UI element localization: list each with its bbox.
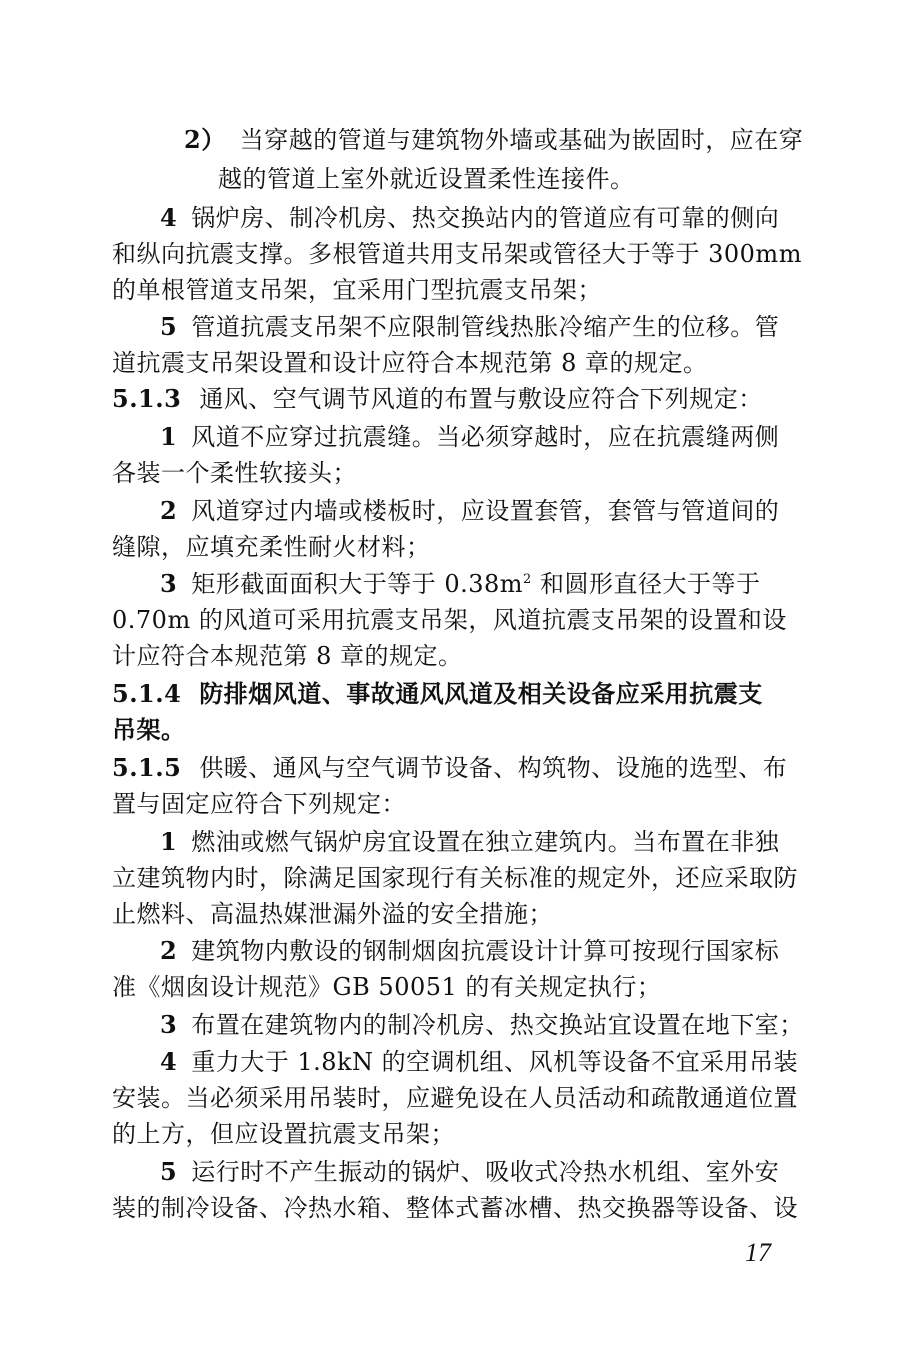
line-text: 吊架。 — [112, 715, 186, 744]
line-text: 计应符合本规范第 8 章的规定。 — [112, 642, 463, 670]
text-line — [112, 713, 186, 747]
line-text: 防排烟风道、事故通风风道及相关设备应采用抗震支 — [199, 679, 763, 708]
text-line — [218, 162, 635, 196]
line-text: 矩形截面面积大于等于 0.38m — [191, 570, 524, 598]
text-line — [112, 1117, 455, 1151]
item-number: 3 — [160, 569, 178, 598]
text-line — [112, 346, 708, 380]
text-line — [112, 639, 463, 673]
text-line — [112, 530, 431, 564]
text-line — [112, 897, 553, 931]
line-text: 锅炉房、制冷机房、热交换站内的管道应有可靠的侧向 — [191, 204, 780, 232]
line-text: 缝隙，应填充柔性耐火材料； — [112, 533, 431, 561]
superscript: 2 — [523, 572, 532, 587]
item-number: 2） — [184, 125, 226, 154]
clause-number: 5.1.3 — [112, 384, 182, 413]
item-number: 5 — [160, 312, 178, 341]
text-line — [112, 1191, 798, 1225]
line-text: 当穿越的管道与建筑物外墙或基础为嵌固时，应在穿 — [239, 126, 804, 154]
page-number: 17 — [745, 1238, 771, 1267]
line-text: 管道抗震支吊架不应限制管线热胀冷缩产生的位移。管 — [191, 313, 780, 341]
line-text: 道抗震支吊架设置和设计应符合本规范第 8 章的规定。 — [112, 349, 708, 377]
text-line — [112, 787, 406, 821]
line-text: 建筑物内敷设的钢制烟囱抗震设计计算可按现行国家标 — [191, 937, 780, 965]
list-item-2 — [160, 934, 779, 968]
list-item-2-paren — [184, 123, 803, 157]
item-number: 2 — [160, 496, 178, 525]
clause-number: 5.1.5 — [112, 753, 182, 782]
line-text: 立建筑物内时，除满足国家现行有关标准的规定外，还应采取防 — [112, 864, 798, 892]
line-text: 安装。当必须采用吊装时，应避免设在人员活动和疏散通道位置 — [112, 1084, 798, 1112]
line-text: 通风、空气调节风道的布置与敷设应符合下列规定： — [199, 385, 763, 413]
list-item-3 — [160, 1008, 804, 1042]
line-text: 和圆形直径大于等于 — [531, 570, 761, 598]
line-text: 越的管道上室外就近设置柔性连接件。 — [218, 165, 635, 193]
line-text: 止燃料、高温热媒泄漏外溢的安全措施； — [112, 900, 553, 928]
list-item-2 — [160, 494, 779, 528]
text-line — [112, 273, 602, 307]
line-text: 的上方，但应设置抗震支吊架； — [112, 1120, 455, 1148]
line-text: 供暖、通风与空气调节设备、构筑物、设施的选型、布 — [199, 754, 788, 782]
text-line — [112, 603, 787, 637]
line-text: 布置在建筑物内的制冷机房、热交换站宜设置在地下室； — [191, 1011, 804, 1039]
text-line — [112, 970, 661, 1004]
line-text: 0.70m 的风道可采用抗震支吊架，风道抗震支吊架的设置和设 — [112, 606, 787, 634]
clause-5-1-3 — [112, 382, 763, 416]
line-text: 各装一个柔性软接头； — [112, 459, 357, 487]
list-item-1 — [160, 825, 779, 859]
clause-5-1-4 — [112, 677, 763, 711]
item-number: 3 — [160, 1010, 178, 1039]
list-item-5 — [160, 1155, 779, 1189]
line-text: 和纵向抗震支撑。多根管道共用支吊架或管径大于等于 300mm — [112, 240, 802, 268]
clause-5-1-5 — [112, 751, 787, 785]
line-text: 置与固定应符合下列规定： — [112, 790, 406, 818]
line-text: 的单根管道支吊架，宜采用门型抗震支吊架； — [112, 276, 602, 304]
line-text: 重力大于 1.8kN 的空调机组、风机等设备不宜采用吊装 — [191, 1048, 799, 1076]
item-number: 5 — [160, 1157, 178, 1186]
line-text: 装的制冷设备、冷热水箱、整体式蓄冰槽、热交换器等设备、设 — [112, 1194, 798, 1222]
line-text: 运行时不产生振动的锅炉、吸收式冷热水机组、室外安 — [191, 1158, 780, 1186]
text-line — [112, 1081, 798, 1115]
list-item-4 — [160, 1045, 798, 1079]
list-item-5 — [160, 310, 779, 344]
item-number: 4 — [160, 1047, 178, 1076]
item-number: 1 — [160, 422, 178, 451]
list-item-1 — [160, 420, 779, 454]
item-number: 4 — [160, 203, 178, 232]
line-text: 风道穿过内墙或楼板时，应设置套管，套管与管道间的 — [191, 497, 780, 525]
clause-number: 5.1.4 — [112, 679, 182, 708]
text-line — [112, 861, 798, 895]
item-number: 1 — [160, 827, 178, 856]
text-line — [112, 237, 802, 271]
list-item-4 — [160, 201, 779, 235]
item-number: 2 — [160, 936, 178, 965]
line-text: 风道不应穿过抗震缝。当必须穿越时，应在抗震缝两侧 — [191, 423, 780, 451]
list-item-3 — [160, 567, 760, 601]
line-text: 燃油或燃气锅炉房宜设置在独立建筑内。当布置在非独 — [191, 828, 780, 856]
line-text: 准《烟囱设计规范》GB 50051 的有关规定执行； — [112, 973, 662, 1001]
text-line — [112, 456, 357, 490]
